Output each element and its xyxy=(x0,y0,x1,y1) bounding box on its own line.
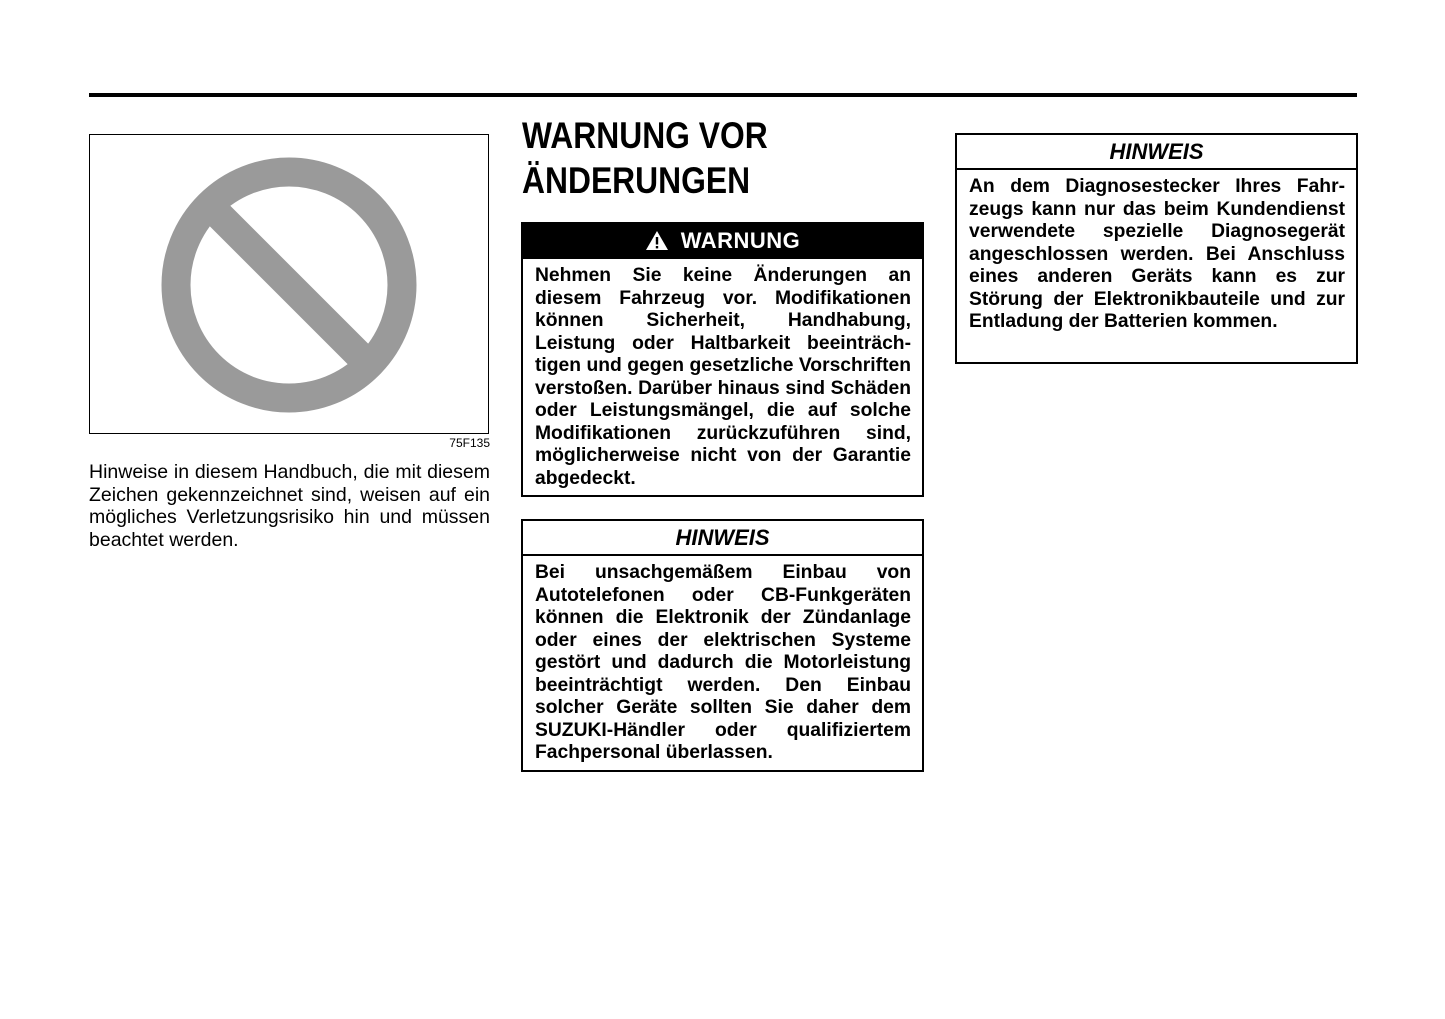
warning-header xyxy=(523,224,922,259)
warning-label: WARNUNG xyxy=(680,228,801,253)
figure-caption: Hinweise in diesem Handbuch, die mit diesem Zeichen gekennzeichnet sind, weisen auf ein mögliches Verletzungsrisiko hin und müssen beachtet werden. xyxy=(89,461,490,551)
notice-box-2 xyxy=(955,133,1358,364)
warning-text: Nehmen Sie keine Änderungen an diesem Fahrzeug vor. Modifikationen können Sicherheit, Handhabung, Leistung oder Haltbarkeit beeinträchtigen und gegen gesetzliche Vorschriften verstoßen. Darüber hinaus sind Schäden oder Leistungsmängel, die auf solche Modifikationen zurückzuführen sind, möglicherweise nicht von der Garantie abgedeckt. xyxy=(535,265,911,489)
section-title xyxy=(522,113,866,203)
figure-box xyxy=(89,134,489,434)
notice-2-text: An dem Diagnosestecker Ihres Fahrzeugs kann nur das beim Kundendienst verwendete spezielle Diagnosegerät angeschlossen werden. Bei Anschluss eines anderen Geräts kann es zur Störung der Elektronikbauteile und zur Entladung der Batterien kommen. xyxy=(969,176,1345,332)
notice-box-1 xyxy=(521,519,924,772)
prohibition-icon xyxy=(90,135,488,433)
notice-1-header: HINWEIS xyxy=(523,521,922,556)
section-title-line-1: WARNUNG VOR xyxy=(522,115,768,156)
top-rule xyxy=(89,93,1357,97)
notice-2-header: HINWEIS xyxy=(957,135,1356,170)
warning-box xyxy=(521,222,924,497)
section-title-line-2: ÄNDERUNGEN xyxy=(522,160,751,201)
warning-triangle-icon xyxy=(645,230,669,251)
figure-code: 75F135 xyxy=(449,436,490,450)
notice-1-text: Bei unsachgemäßem Einbau von Autotelefonen oder CB-Funkgeräten können die Elektronik der Zündanlage oder eines der elektrischen Systeme gestört und dadurch die Motorleistung beeinträchtigt werden. Den Einbau solcher Geräte sollten Sie daher dem SUZUKI-Händler oder qualifiziertem Fachpersonal überlassen. xyxy=(535,562,911,763)
